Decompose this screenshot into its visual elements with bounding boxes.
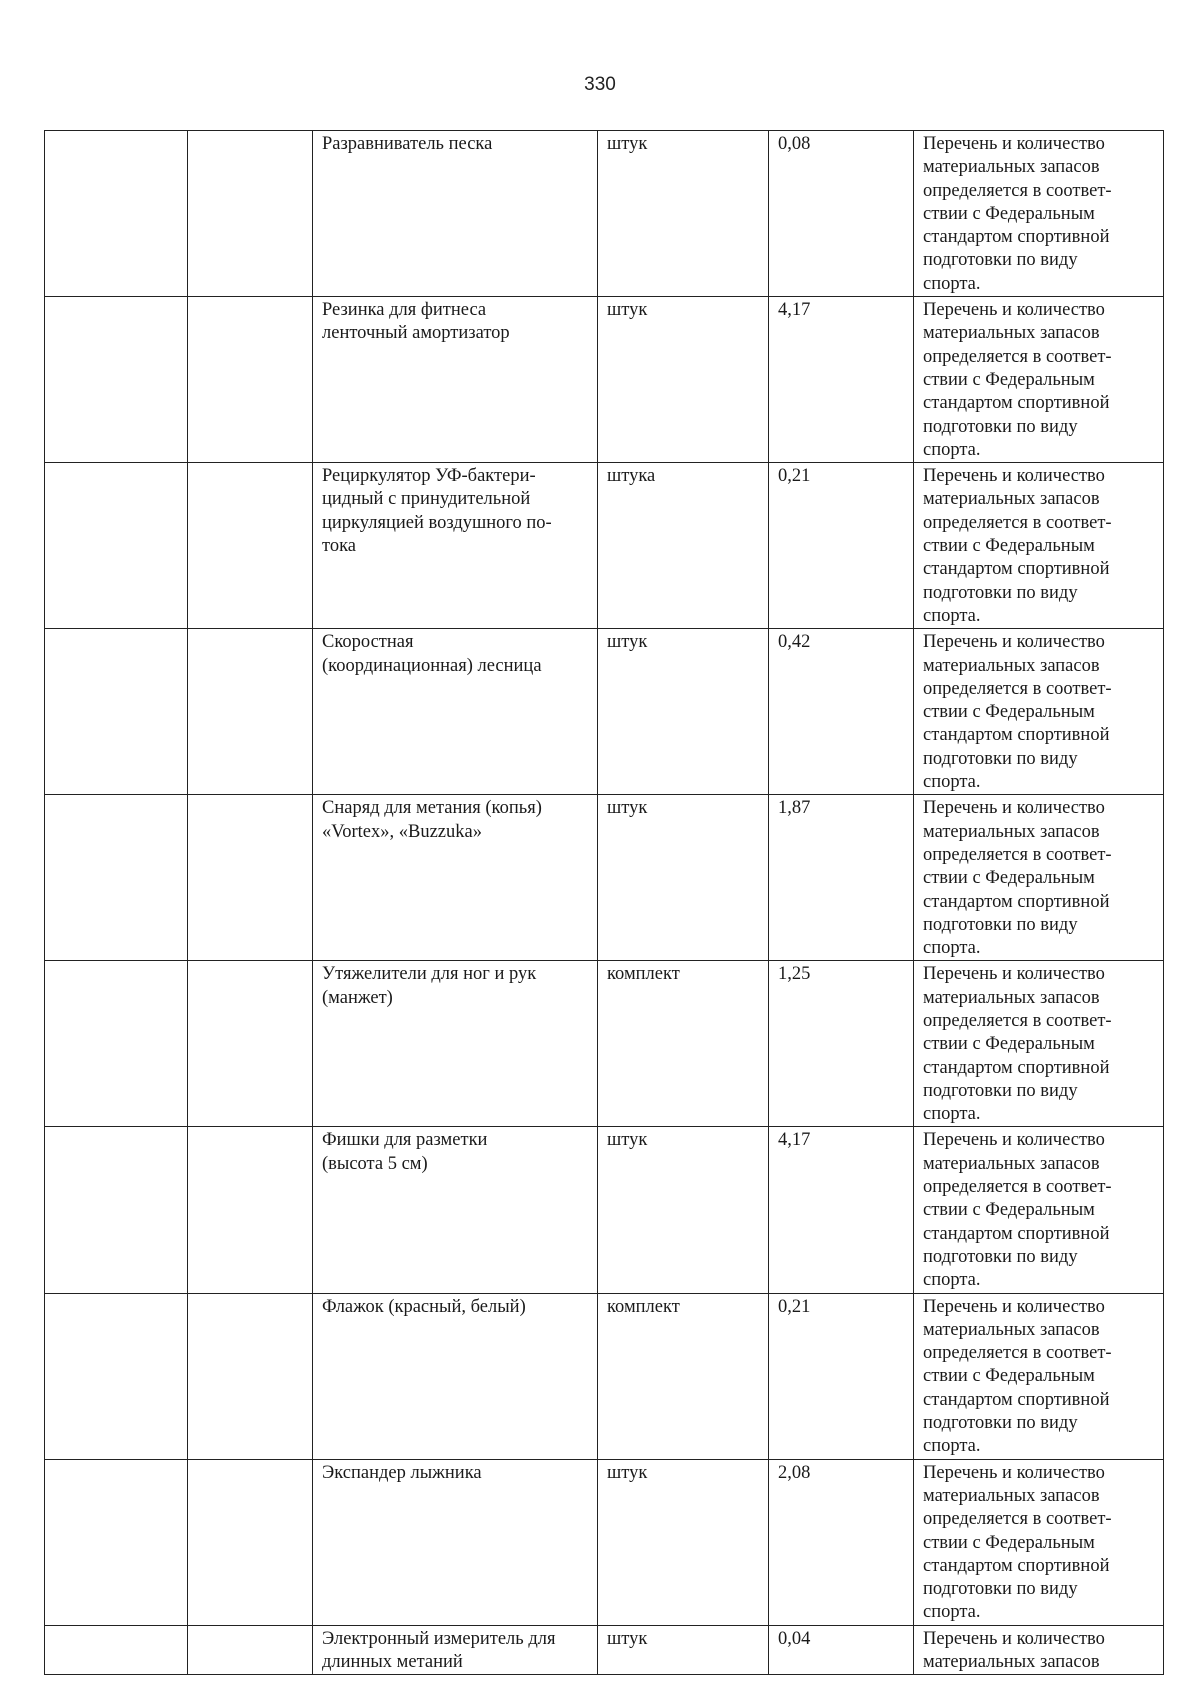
note-line: определяется в соответ- xyxy=(923,180,1112,201)
note-line: подготовки по виду xyxy=(923,416,1078,437)
note-line: подготовки по виду xyxy=(923,1080,1078,1101)
unit-cell: штука xyxy=(598,463,769,629)
quantity-cell: 0,04 xyxy=(769,1625,914,1675)
note-line: стандартом спортивной xyxy=(923,891,1110,912)
empty-cell-col-2 xyxy=(188,961,313,1127)
note-line: спорта. xyxy=(923,439,981,460)
empty-cell-col-1 xyxy=(45,463,188,629)
note-line: подготовки по виду xyxy=(923,582,1078,603)
quantity-cell: 0,42 xyxy=(769,629,914,795)
note-line: ствии с Федеральным xyxy=(923,1366,1095,1387)
note-line: ствии с Федеральным xyxy=(923,1034,1095,1055)
item-name-cell xyxy=(313,795,598,961)
item-name-line: (высота 5 см) xyxy=(322,1153,428,1174)
item-name-line: длинных метаний xyxy=(322,1652,463,1672)
item-name-line: (манжет) xyxy=(322,987,393,1008)
note-line: спорта. xyxy=(923,1602,981,1623)
note-line: материальных запасов xyxy=(923,987,1100,1008)
item-name-cell xyxy=(313,1625,598,1675)
quantity-cell: 0,21 xyxy=(769,1293,914,1459)
note-line: стандартом спортивной xyxy=(923,1057,1110,1078)
note-line: спорта. xyxy=(923,605,981,626)
empty-cell-col-2 xyxy=(188,1127,313,1293)
note-line: ствии с Федеральным xyxy=(923,536,1095,557)
page-number: 330 xyxy=(584,74,616,95)
note-cell xyxy=(914,1127,1164,1293)
note-line: спорта. xyxy=(923,772,981,793)
note-line: определяется в соответ- xyxy=(923,1509,1112,1530)
note-line: определяется в соответ- xyxy=(923,1177,1112,1198)
quantity-cell: 1,25 xyxy=(769,961,914,1127)
note-line: материальных запасов xyxy=(923,1485,1100,1506)
item-name-cell xyxy=(313,297,598,463)
unit-cell: штук xyxy=(598,131,769,297)
note-cell xyxy=(914,1459,1164,1625)
table-row xyxy=(45,1625,1164,1675)
note-line: материальных запасов xyxy=(923,1652,1100,1672)
item-name-line: «Vortex», «Buzzuka» xyxy=(322,821,482,842)
unit-cell: штук xyxy=(598,1127,769,1293)
note-line: Перечень и количество xyxy=(923,134,1105,154)
note-cell xyxy=(914,297,1164,463)
unit-cell: штук xyxy=(598,297,769,463)
item-name-line: ленточный амортизатор xyxy=(322,323,510,344)
table-row xyxy=(45,629,1164,795)
note-line: подготовки по виду xyxy=(923,1413,1078,1434)
item-name-line: Экспандер лыжника xyxy=(322,1462,482,1483)
item-name-line: Разравниватель песка xyxy=(322,134,493,154)
table-row xyxy=(45,1127,1164,1293)
note-line: определяется в соответ- xyxy=(923,512,1112,533)
note-line: стандартом спортивной xyxy=(923,1389,1110,1410)
unit-cell: штук xyxy=(598,1625,769,1675)
empty-cell-col-2 xyxy=(188,463,313,629)
note-line: подготовки по виду xyxy=(923,748,1078,769)
empty-cell-col-1 xyxy=(45,1625,188,1675)
note-line: Перечень и количество xyxy=(923,1462,1105,1483)
table-body xyxy=(45,131,1164,1675)
item-name-line: Электронный измеритель для xyxy=(322,1628,556,1649)
note-line: Перечень и количество xyxy=(923,466,1105,487)
note-cell xyxy=(914,1293,1164,1459)
note-line: определяется в соответ- xyxy=(923,844,1112,865)
note-line: материальных запасов xyxy=(923,323,1100,344)
unit-cell: штук xyxy=(598,629,769,795)
item-name-cell xyxy=(313,629,598,795)
note-line: стандартом спортивной xyxy=(923,1223,1110,1244)
empty-cell-col-1 xyxy=(45,961,188,1127)
note-cell xyxy=(914,961,1164,1127)
table-row xyxy=(45,1293,1164,1459)
note-line: материальных запасов xyxy=(923,489,1100,510)
table-row xyxy=(45,961,1164,1127)
item-name-cell xyxy=(313,131,598,297)
table-row xyxy=(45,297,1164,463)
note-line: материальных запасов xyxy=(923,821,1100,842)
note-line: Перечень и количество xyxy=(923,964,1105,985)
item-name-line: Рециркулятор УФ-бактери- xyxy=(322,466,536,487)
item-name-line: Утяжелители для ног и рук xyxy=(322,964,537,985)
note-line: спорта. xyxy=(923,273,981,294)
note-line: стандартом спортивной xyxy=(923,1555,1110,1576)
note-line: спорта. xyxy=(923,1436,981,1457)
note-line: материальных запасов xyxy=(923,157,1100,178)
empty-cell-col-1 xyxy=(45,1127,188,1293)
quantity-cell: 4,17 xyxy=(769,1127,914,1293)
note-line: стандартом спортивной xyxy=(923,227,1110,248)
note-line: Перечень и количество xyxy=(923,300,1105,321)
empty-cell-col-2 xyxy=(188,795,313,961)
table-row xyxy=(45,1459,1164,1625)
note-line: ствии с Федеральным xyxy=(923,203,1095,224)
note-line: материальных запасов xyxy=(923,1153,1100,1174)
note-line: Перечень и количество xyxy=(923,1296,1105,1317)
empty-cell-col-2 xyxy=(188,297,313,463)
note-line: ствии с Федеральным xyxy=(923,1200,1095,1221)
empty-cell-col-2 xyxy=(188,1625,313,1675)
table-row xyxy=(45,463,1164,629)
note-line: стандартом спортивной xyxy=(923,393,1110,414)
item-name-line: Флажок (красный, белый) xyxy=(322,1296,526,1317)
item-name-cell xyxy=(313,1127,598,1293)
item-name-line: тока xyxy=(322,536,357,557)
unit-cell: штук xyxy=(598,795,769,961)
note-line: материальных запасов xyxy=(923,1319,1100,1340)
note-line: определяется в соответ- xyxy=(923,678,1112,699)
note-line: Перечень и количество xyxy=(923,1628,1105,1649)
note-line: определяется в соответ- xyxy=(923,1010,1112,1031)
unit-cell: комплект xyxy=(598,1293,769,1459)
item-name-cell xyxy=(313,1459,598,1625)
item-name-cell xyxy=(313,1293,598,1459)
empty-cell-col-1 xyxy=(45,1459,188,1625)
empty-cell-col-1 xyxy=(45,1293,188,1459)
quantity-cell: 2,08 xyxy=(769,1459,914,1625)
note-line: Перечень и количество xyxy=(923,632,1105,653)
note-line: определяется в соответ- xyxy=(923,346,1112,367)
note-line: подготовки по виду xyxy=(923,1579,1078,1600)
empty-cell-col-2 xyxy=(188,131,313,297)
empty-cell-col-1 xyxy=(45,795,188,961)
item-name-line: (координационная) лесница xyxy=(322,655,542,676)
item-name-line: Резинка для фитнеса xyxy=(322,300,487,321)
note-cell xyxy=(914,1625,1164,1675)
note-line: ствии с Федеральным xyxy=(923,702,1095,723)
empty-cell-col-2 xyxy=(188,1293,313,1459)
note-cell xyxy=(914,795,1164,961)
item-name-line: Фишки для разметки xyxy=(322,1130,488,1151)
item-name-line: циркуляцией воздушного по- xyxy=(322,512,552,533)
empty-cell-col-1 xyxy=(45,131,188,297)
note-line: Перечень и количество xyxy=(923,798,1105,819)
note-line: стандартом спортивной xyxy=(923,559,1110,580)
note-line: спорта. xyxy=(923,1270,981,1291)
item-name-cell xyxy=(313,961,598,1127)
quantity-cell: 1,87 xyxy=(769,795,914,961)
note-line: ствии с Федеральным xyxy=(923,1532,1095,1553)
item-name-line: Скоростная xyxy=(322,632,414,653)
note-line: определяется в соответ- xyxy=(923,1343,1112,1364)
note-line: ствии с Федеральным xyxy=(923,369,1095,390)
item-name-line: цидный с принудительной xyxy=(322,489,531,510)
note-cell xyxy=(914,629,1164,795)
item-name-cell xyxy=(313,463,598,629)
item-name-line: Снаряд для метания (копья) xyxy=(322,798,542,819)
note-line: подготовки по виду xyxy=(923,914,1078,935)
note-line: Перечень и количество xyxy=(923,1130,1105,1151)
table-row xyxy=(45,131,1164,297)
note-line: стандартом спортивной xyxy=(923,725,1110,746)
equipment-table xyxy=(44,130,1164,1675)
note-line: подготовки по виду xyxy=(923,1246,1078,1267)
empty-cell-col-1 xyxy=(45,629,188,795)
note-cell xyxy=(914,131,1164,297)
quantity-cell: 0,21 xyxy=(769,463,914,629)
note-line: ствии с Федеральным xyxy=(923,868,1095,889)
unit-cell: штук xyxy=(598,1459,769,1625)
empty-cell-col-1 xyxy=(45,297,188,463)
note-cell xyxy=(914,463,1164,629)
empty-cell-col-2 xyxy=(188,629,313,795)
quantity-cell: 0,08 xyxy=(769,131,914,297)
note-line: спорта. xyxy=(923,938,981,959)
unit-cell: комплект xyxy=(598,961,769,1127)
note-line: материальных запасов xyxy=(923,655,1100,676)
table-row xyxy=(45,795,1164,961)
empty-cell-col-2 xyxy=(188,1459,313,1625)
note-line: подготовки по виду xyxy=(923,250,1078,271)
quantity-cell: 4,17 xyxy=(769,297,914,463)
note-line: спорта. xyxy=(923,1104,981,1125)
